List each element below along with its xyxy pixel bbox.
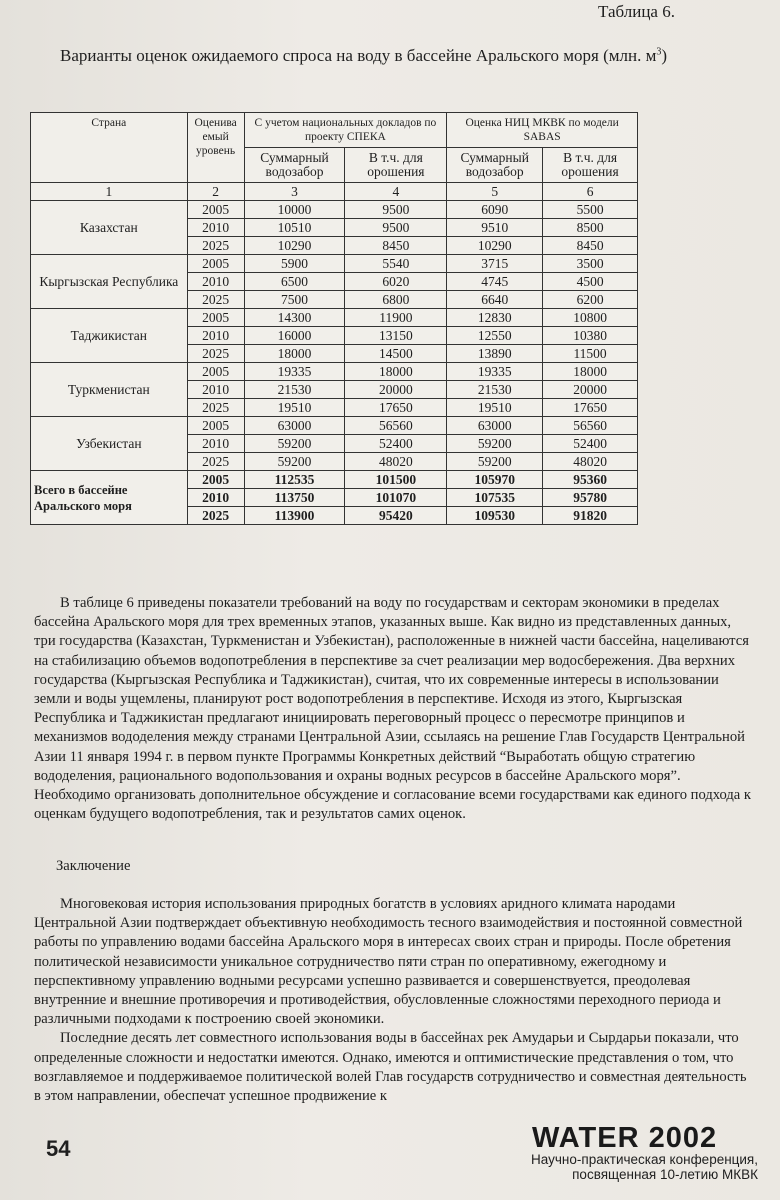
year-cell: 2025: [187, 291, 244, 309]
value-cell: 10290: [244, 237, 345, 255]
table-row: [31, 417, 638, 435]
value-cell: 18000: [345, 363, 447, 381]
value-cell: 13890: [447, 345, 543, 363]
column-number: 2: [187, 183, 244, 201]
table-body: [31, 201, 638, 525]
year-cell: 2005: [187, 471, 244, 489]
value-cell: 95780: [543, 489, 638, 507]
value-cell: 5540: [345, 255, 447, 273]
year-cell: 2025: [187, 237, 244, 255]
value-cell: 101500: [345, 471, 447, 489]
value-cell: 12830: [447, 309, 543, 327]
value-cell: 16000: [244, 327, 345, 345]
value-cell: 3500: [543, 255, 638, 273]
header-level: Оценива емый уровень: [187, 113, 244, 183]
table-row: [31, 309, 638, 327]
value-cell: 18000: [244, 345, 345, 363]
column-number: 3: [244, 183, 345, 201]
country-cell: Узбекистан: [31, 417, 188, 471]
value-cell: 10800: [543, 309, 638, 327]
page-number: 54: [46, 1136, 71, 1161]
value-cell: 59200: [244, 453, 345, 471]
column-number: 1: [31, 183, 188, 201]
country-cell: Кыргызская Республика: [31, 255, 188, 309]
value-cell: 8500: [543, 219, 638, 237]
value-cell: 59200: [447, 435, 543, 453]
year-cell: 2025: [187, 453, 244, 471]
year-cell: 2025: [187, 507, 244, 525]
table-row: [31, 363, 638, 381]
column-number: 5: [447, 183, 543, 201]
header-total-intake-sabas: Суммарный водозабор: [447, 148, 543, 183]
section-heading: Заключение: [56, 858, 131, 874]
value-cell: 14500: [345, 345, 447, 363]
column-number: 6: [543, 183, 638, 201]
value-cell: 5900: [244, 255, 345, 273]
value-cell: 17650: [345, 399, 447, 417]
value-cell: 19335: [244, 363, 345, 381]
paragraph-3: Последние десять лет совместного использования воды в бассейнах рек Амударьи и Сырдарьи показали, что определенные сложности и недостатки имеются. Однако, имеются и оптимистические представления о том, что возглавляемое и поддерживаемое политической волей Глав государств сотрудничество и совместная деятельность в этом направлении, обеспечат успешное продвижение к: [34, 1030, 747, 1105]
conference-title: Научно-практическая конференция, посвященная 10-летию МКВК: [531, 1152, 758, 1182]
year-cell: 2005: [187, 417, 244, 435]
year-cell: 2010: [187, 381, 244, 399]
value-cell: 91820: [543, 507, 638, 525]
value-cell: 56560: [345, 417, 447, 435]
value-cell: 6020: [345, 273, 447, 291]
value-cell: 6200: [543, 291, 638, 309]
year-cell: 2010: [187, 489, 244, 507]
value-cell: 59200: [447, 453, 543, 471]
value-cell: 11500: [543, 345, 638, 363]
value-cell: 9500: [345, 219, 447, 237]
table-number: Таблица 6.: [598, 2, 675, 21]
value-cell: 107535: [447, 489, 543, 507]
value-cell: 63000: [244, 417, 345, 435]
value-cell: 113750: [244, 489, 345, 507]
value-cell: 10380: [543, 327, 638, 345]
year-cell: 2010: [187, 273, 244, 291]
header-country: Страна: [31, 113, 188, 183]
table-row: [31, 201, 638, 219]
year-cell: 2025: [187, 399, 244, 417]
value-cell: 59200: [244, 435, 345, 453]
value-cell: 21530: [244, 381, 345, 399]
value-cell: 3715: [447, 255, 543, 273]
column-number: 4: [345, 183, 447, 201]
value-cell: 95360: [543, 471, 638, 489]
table-row: [31, 471, 638, 489]
header-irrigation-speca: В т.ч. для орошения: [345, 148, 447, 183]
value-cell: 6800: [345, 291, 447, 309]
year-cell: 2005: [187, 255, 244, 273]
value-cell: 95420: [345, 507, 447, 525]
value-cell: 14300: [244, 309, 345, 327]
header-sabas: Оценка НИЦ МКВК по модели SABAS: [447, 113, 638, 148]
value-cell: 4500: [543, 273, 638, 291]
value-cell: 4745: [447, 273, 543, 291]
value-cell: 52400: [543, 435, 638, 453]
year-cell: 2010: [187, 327, 244, 345]
water-demand-table: [30, 112, 638, 525]
value-cell: 21530: [447, 381, 543, 399]
value-cell: 12550: [447, 327, 543, 345]
value-cell: 109530: [447, 507, 543, 525]
value-cell: 48020: [345, 453, 447, 471]
year-cell: 2010: [187, 435, 244, 453]
value-cell: 105970: [447, 471, 543, 489]
paragraph-2: Многовековая история использования природных богатств в условиях аридного климата народами Центральной Азии подтверждает объективную необходимость тесного взаимодействия и постоянной совместной работы по управлению водами бассейна Аральского моря в интересах своих стран и природы. После обретения политической независимости уникальное сотрудничество пяти стран по оперативному, ежегодному и перспективному управлению водными ресурсами успешно развивается и совершенствуется, преодолевая внутренние и внешние противоречия и противодействия, обусловленные сложностями переходного периода и различными подходами к построению своей экономики.: [34, 896, 743, 1028]
value-cell: 9510: [447, 219, 543, 237]
year-cell: 2005: [187, 363, 244, 381]
value-cell: 19510: [244, 399, 345, 417]
value-cell: 113900: [244, 507, 345, 525]
value-cell: 6090: [447, 201, 543, 219]
year-cell: 2005: [187, 201, 244, 219]
value-cell: 18000: [543, 363, 638, 381]
value-cell: 63000: [447, 417, 543, 435]
value-cell: 13150: [345, 327, 447, 345]
value-cell: 11900: [345, 309, 447, 327]
conclusion-text: [34, 895, 752, 1106]
header-speca: С учетом национальных докладов по проекту СПЕКА: [244, 113, 447, 148]
country-cell: Туркменистан: [31, 363, 188, 417]
value-cell: 19510: [447, 399, 543, 417]
value-cell: 17650: [543, 399, 638, 417]
value-cell: 20000: [543, 381, 638, 399]
value-cell: 9500: [345, 201, 447, 219]
value-cell: 112535: [244, 471, 345, 489]
paragraph-1: В таблице 6 приведены показатели требований на воду по государствам и секторам экономики в пределах бассейна Аральского моря для трех временных этапов, указанных выше. Как видно из представленных данных, три государства (Казахстан, Туркменистан и Узбекистан), расположенные в нижней части бассейна, нацеливаются на стабилизацию объемов водопотребления в перспективе за счет реализации мер водосбережения. Два верхних государства (Кыргызская Республика и Таджикистан), считая, что их современные интересы в использовании земли и воды ущемлены, планируют рост водопотребления в перспективе. Исходя из этого, Кыргызская Республика и Таджикистан предлагают инициировать переговорный процесс о пересмотре принципов и механизмов вододеления между странами Центральной Азии, ссылаясь на решение Глав Государств Центральной Азии 11 января 1994 г. в первом пункте Программы Конкретных действий “Выработать общую стратегию вододеления, рационального водопользования и охраны водных ресурсов в бассейне Аральского моря”. Необходимо организовать дополнительное обсуждение и согласование всеми государствами как единого подхода к оценкам будущего водопотребления, так и результатов самих оценок.: [34, 595, 752, 823]
country-cell: Казахстан: [31, 201, 188, 255]
value-cell: 5500: [543, 201, 638, 219]
year-cell: 2010: [187, 219, 244, 237]
value-cell: 6640: [447, 291, 543, 309]
value-cell: 8450: [345, 237, 447, 255]
value-cell: 6500: [244, 273, 345, 291]
header-total-intake-speca: Суммарный водозабор: [244, 148, 345, 183]
value-cell: 56560: [543, 417, 638, 435]
value-cell: 101070: [345, 489, 447, 507]
year-cell: 2005: [187, 309, 244, 327]
value-cell: 20000: [345, 381, 447, 399]
value-cell: 8450: [543, 237, 638, 255]
water-2002-logo: WATER 2002: [532, 1122, 718, 1154]
value-cell: 48020: [543, 453, 638, 471]
value-cell: 10000: [244, 201, 345, 219]
table-row: [31, 255, 638, 273]
header-irrigation-sabas: В т.ч. для орошения: [543, 148, 638, 183]
value-cell: 10510: [244, 219, 345, 237]
year-cell: 2025: [187, 345, 244, 363]
table-caption: Варианты оценок ожидаемого спроса на воду в бассейне Аральского моря (млн. $м^3$): [60, 46, 668, 65]
value-cell: 10290: [447, 237, 543, 255]
value-cell: 7500: [244, 291, 345, 309]
country-cell: Таджикистан: [31, 309, 188, 363]
value-cell: 52400: [345, 435, 447, 453]
total-label: Всего в бассейне Аральского моря: [31, 471, 188, 525]
value-cell: 19335: [447, 363, 543, 381]
